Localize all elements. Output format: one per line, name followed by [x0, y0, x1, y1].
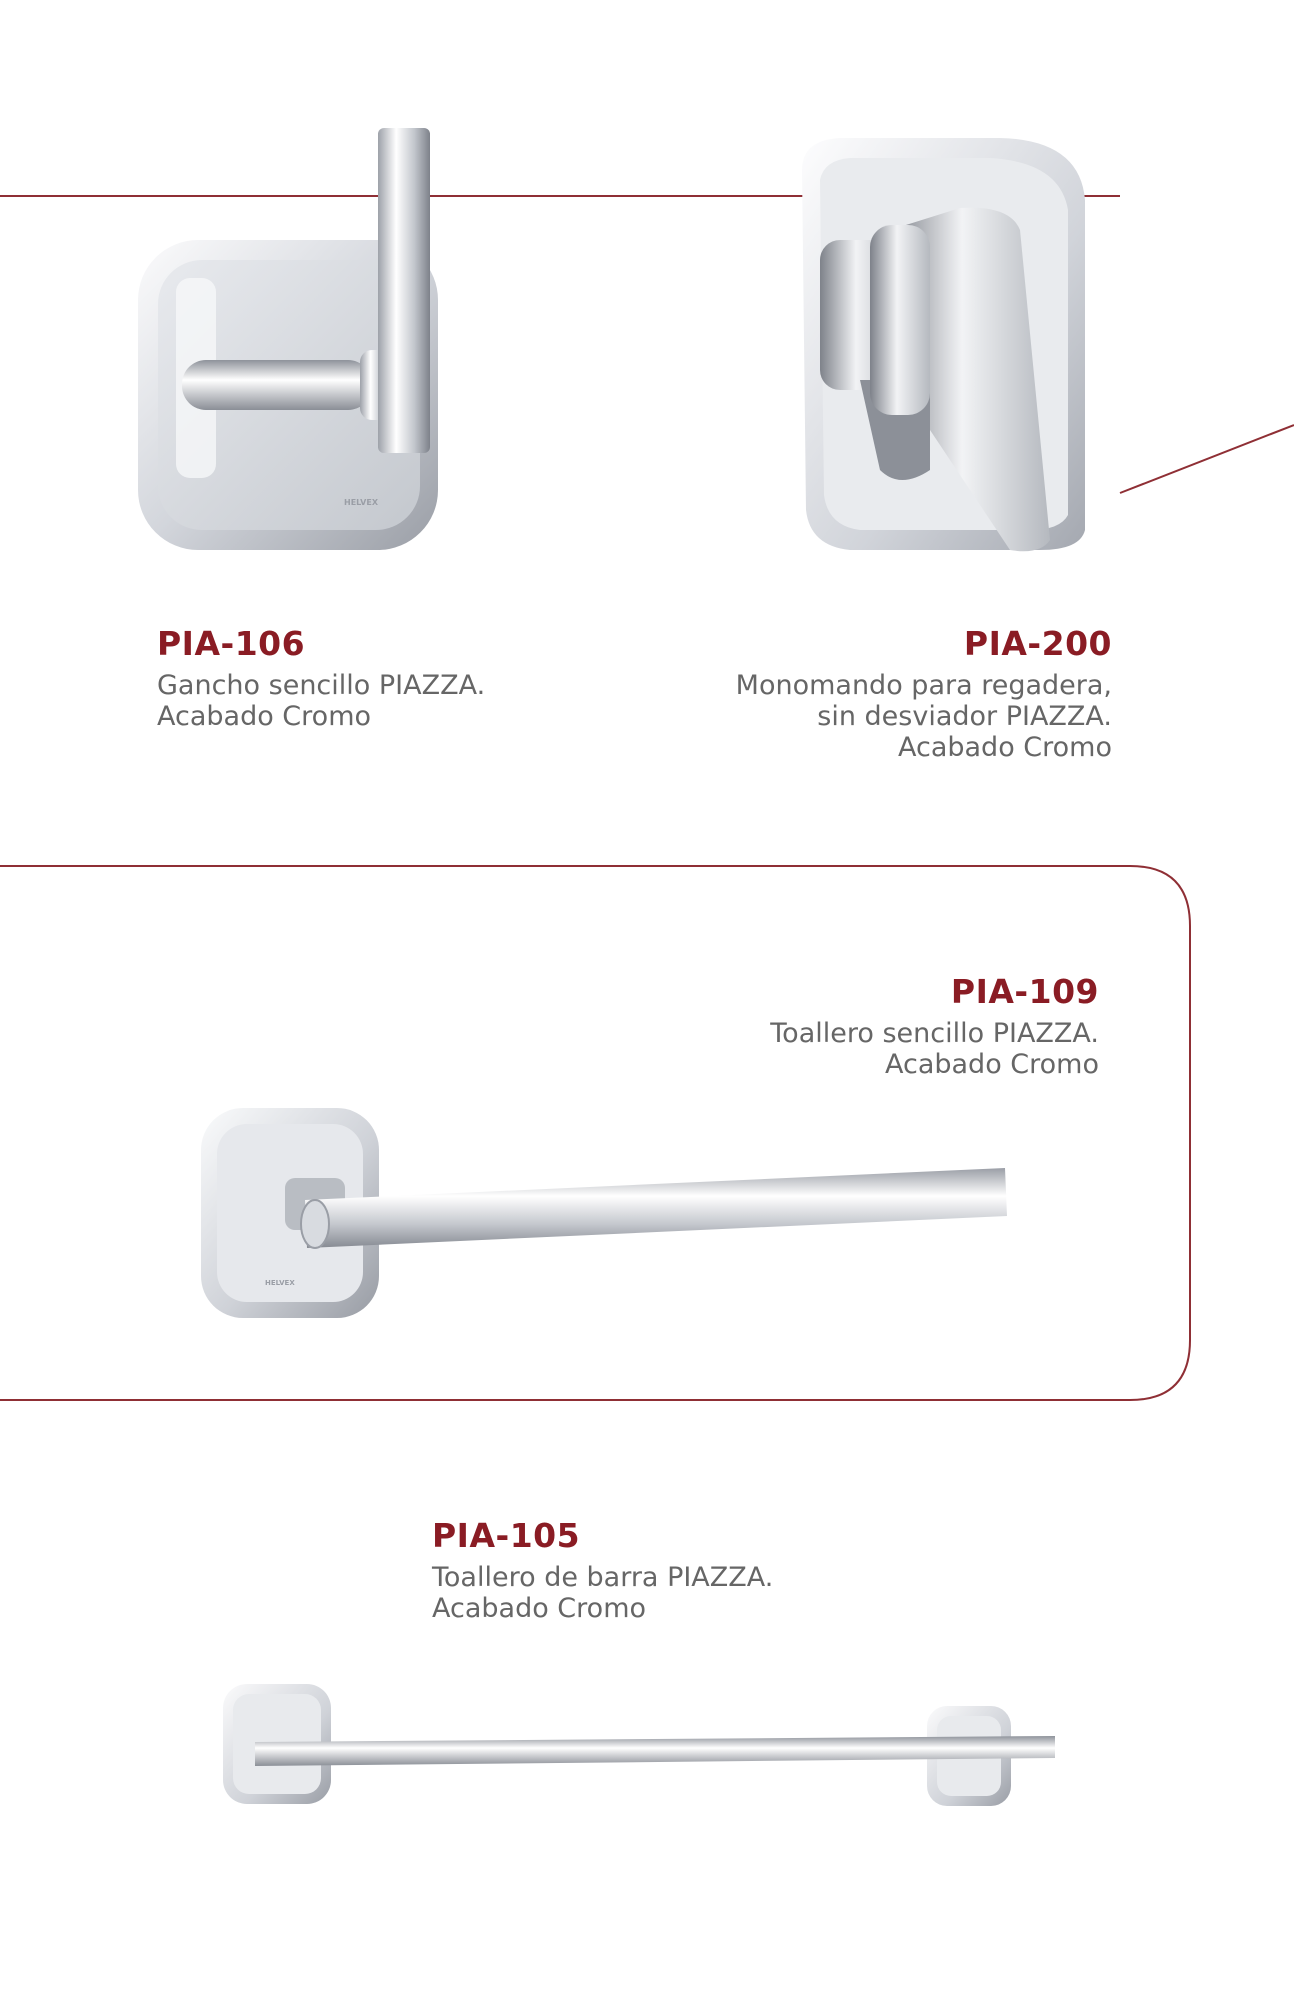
- svg-text:HELVEX: HELVEX: [265, 1279, 295, 1287]
- product-pia-105: [432, 1516, 773, 1624]
- description-line: Acabado Cromo: [884, 1049, 1099, 1080]
- description-line: Toallero de barra PIAZZA.: [432, 1562, 774, 1593]
- product-code: PIA-106: [157, 624, 306, 663]
- product-code: PIA-105: [432, 1516, 581, 1555]
- product-description: [432, 1562, 773, 1624]
- product-pia-106: [157, 624, 485, 732]
- product-description: [770, 1018, 1099, 1080]
- description-line: sin desviador PIAZZA.: [817, 701, 1112, 732]
- shower-mixer-icon: [780, 110, 1110, 570]
- diagonal-accent-line: [1120, 425, 1294, 493]
- description-line: Gancho sencillo PIAZZA.: [157, 670, 486, 701]
- towel-bar-icon: [215, 1680, 1075, 1820]
- product-code: PIA-200: [963, 624, 1112, 663]
- product-description: [736, 670, 1112, 763]
- description-line: Acabado Cromo: [897, 732, 1112, 763]
- svg-text:HELVEX: HELVEX: [344, 498, 378, 507]
- description-line: Monomando para regadera,: [735, 670, 1112, 701]
- product-code: PIA-109: [950, 972, 1099, 1011]
- description-line: Toallero sencillo PIAZZA.: [770, 1018, 1099, 1049]
- robe-hook-icon: [120, 110, 480, 570]
- product-pia-109: [770, 972, 1099, 1080]
- description-line: Acabado Cromo: [157, 701, 372, 732]
- product-pia-200: [736, 624, 1112, 763]
- product-description: [157, 670, 485, 732]
- towel-arm-icon: [195, 1100, 1015, 1330]
- description-line: Acabado Cromo: [432, 1593, 647, 1624]
